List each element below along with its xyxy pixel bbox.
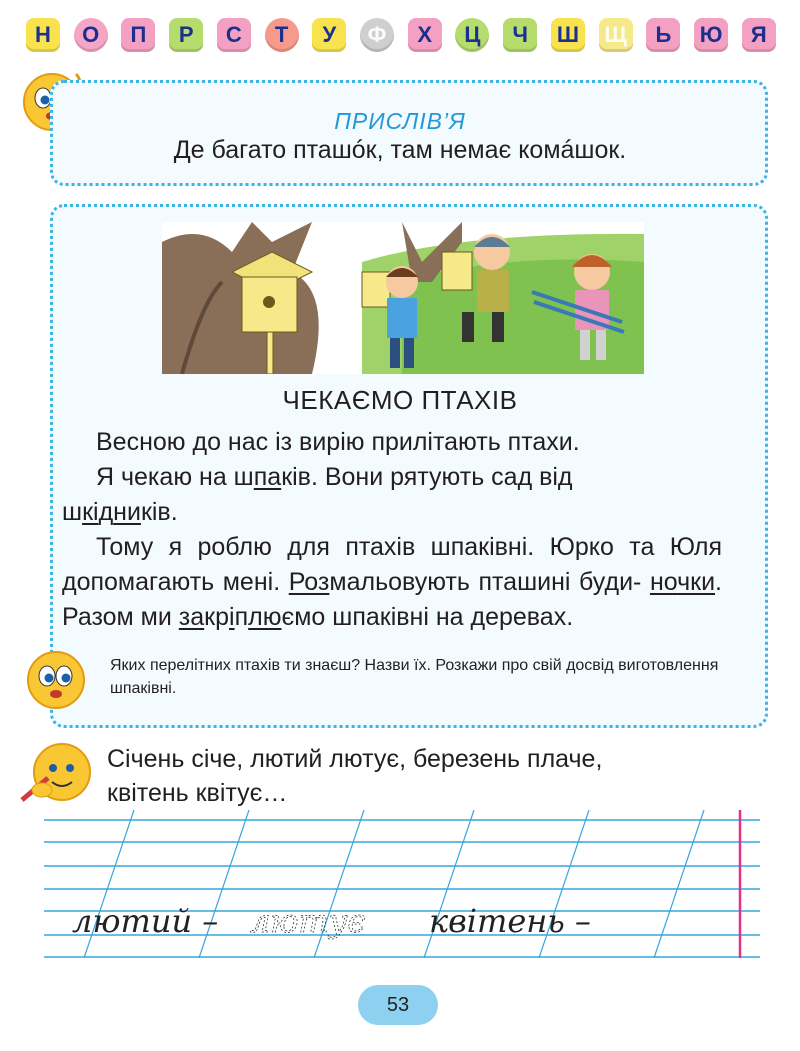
letter-tile: Я: [742, 18, 776, 52]
proverb-text: Де багато пташóк, там немає комáшок.: [173, 136, 627, 164]
letter-tile: С: [217, 18, 251, 52]
proverb-title: ПРИСЛІВ’Я: [334, 108, 466, 134]
handwriting-lines: [44, 810, 760, 958]
story-paragraph-1: Весною до нас із вирію прилітають птахи.: [96, 428, 580, 456]
thinking-emoji-icon: [22, 642, 94, 714]
letter-tile: Щ: [599, 18, 633, 52]
task-line-2: квітень квітує…: [107, 779, 288, 807]
alphabet-strip: [26, 18, 776, 52]
letter-tile: Ф: [360, 18, 394, 52]
story-paragraph-3: Тому я роблю для птахів шпаківні. Юрко та Юля допомагають мені. Розмальовують пташині буди- ночки. Разом ми закріплюємо шпаківні на деревах.: [62, 533, 722, 631]
letter-tile: О: [74, 18, 108, 52]
task-line-1: Січень січе, лютий лютує, березень плаче,: [107, 745, 603, 773]
letter-tile: Ч: [503, 18, 537, 52]
letter-tile: Т: [265, 18, 299, 52]
handwriting-word-3: квітень –: [429, 902, 591, 940]
handwriting-word-2-trace: лютує: [250, 902, 366, 940]
story-title: ЧЕКАЄМО ПТАХІВ: [282, 385, 518, 415]
writing-task: [107, 742, 727, 810]
story-text: [62, 425, 722, 635]
question-text: Яких перелітних птахів ти знаєш? Назви їх. Розкажи про свій досвід виготовлення шпаківні.: [110, 657, 719, 697]
letter-tile: П: [121, 18, 155, 52]
handwriting-word-1: лютий –: [72, 902, 219, 940]
letter-tile: Х: [408, 18, 442, 52]
letter-tile: Ю: [694, 18, 728, 52]
children-birdhouse-illustration: [162, 222, 644, 374]
letter-tile: Ш: [551, 18, 585, 52]
letter-tile: Н: [26, 18, 60, 52]
letter-tile: Ц: [455, 18, 489, 52]
writing-emoji-icon: [18, 738, 96, 812]
letter-tile: Ь: [646, 18, 680, 52]
letter-tile: У: [312, 18, 346, 52]
story-paragraph-2: Я чекаю на шпаків. Вони рятують сад від шкідників.: [62, 463, 573, 526]
page-number: 53: [358, 985, 438, 1025]
letter-tile: Р: [169, 18, 203, 52]
